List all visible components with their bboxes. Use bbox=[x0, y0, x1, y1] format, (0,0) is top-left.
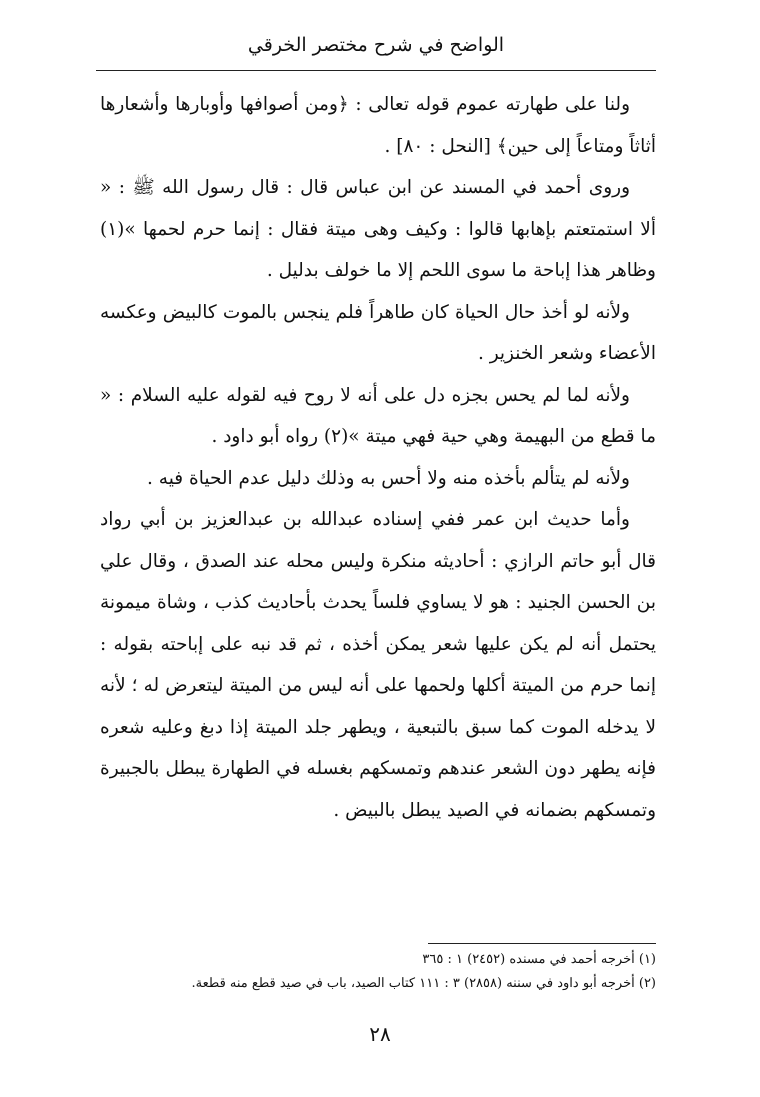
main-text bbox=[100, 84, 656, 831]
paragraph-6: وأما حديث ابن عمر ففي إسناده عبدالله بن عبدالعزيز بن أبي رواد قال أبو حاتم الرازي : أحاديثه منكرة وليس محله عند الصدق ، وقال علي بن الحسن الجنيد : هو لا يساوي فلساً يحدث بأحاديث كذب ، وشاة ميمونة يحتمل أنه لم يكن عليها شعر يمكن أخذه ، ثم قد نبه على إباحته بقوله : إنما حرم من الميتة أكلها ولحمها على أنه ليس من الميتة ليتعرض له ؛ لأنه لا يدخله الموت كما سبق بالتبعية ، ويطهر جلد الميتة إذا دبغ وعليه شعره فإنه يطهر دون الشعر عندهم وتمسكهم بغسله في الطهارة يبطل بالجبيرة وتمسكهم بضمانه في الصيد يبطل بالبيض . bbox=[100, 509, 656, 821]
paragraph-2: وروى أحمد في المسند عن ابن عباس قال : قال رسول الله ﷺ : « ألا استمتعتم بإهابها قالوا : وكيف وهى ميتة فقال : إنما حرم لحمها »(١) وظاهر هذا إباحة ما سوى اللحم إلا ما خولف بدليل . bbox=[100, 177, 656, 281]
paragraph-3: ولأنه لو أخذ حال الحياة كان طاهراً فلم ينجس بالموت كالبيض وعكسه الأعضاء وشعر الخنزير . bbox=[100, 301, 656, 364]
footnotes bbox=[100, 948, 656, 996]
footnote-1: (١) أخرجه أحمد في مسنده (٢٤٥٢) ١ : ٣٦٥ bbox=[422, 952, 656, 967]
paragraph-4: ولأنه لما لم يحس بجزه دل على أنه لا روح فيه لقوله عليه السلام : « ما قطع من البهيمة وهي حية فهي ميتة »(٢) رواه أبو داود . bbox=[100, 384, 656, 447]
running-title: الواضح في شرح مختصر الخرقي bbox=[247, 34, 505, 56]
paragraph-5: ولأنه لم يتألم بأخذه منه ولا أحس به وذلك دليل عدم الحياة فيه . bbox=[147, 467, 630, 489]
paragraph-1: ولنا على طهارته عموم قوله تعالى : ﴿ومن أصوافها وأوبارها وأشعارها أثاثاً ومتاعاً إلى حين﴾ [النحل : ٨٠] . bbox=[100, 94, 656, 157]
footnote-rule bbox=[428, 943, 656, 944]
footnote-2: (٢) أخرجه أبو داود في سننه (٢٨٥٨) ٣ : ١١١ كتاب الصيد، باب في صيد قطع منه قطعة. bbox=[191, 976, 656, 991]
header-rule bbox=[96, 70, 656, 71]
page-number: ٢٨ bbox=[369, 1022, 391, 1046]
